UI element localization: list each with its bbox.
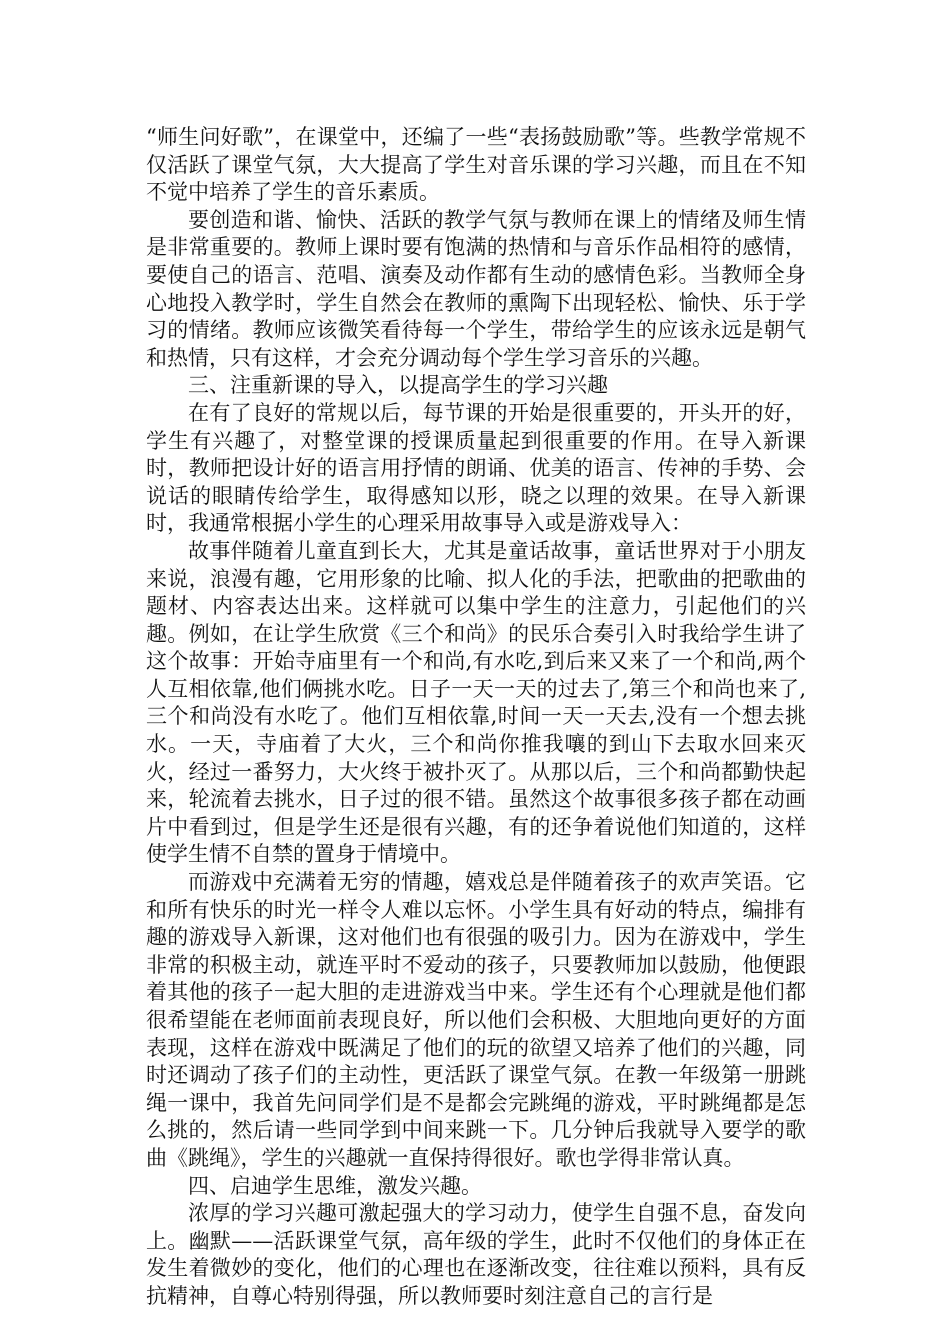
paragraph-1: “师生问好歌”，在课堂中，还编了一些“表扬鼓励歌”等。些教学常规不仅活跃了课堂气氛，大大提高了学生对音乐课的学习兴趣，而且在不知不觉中培养了学生的音乐素质。	[146, 125, 806, 205]
section-heading-4: 四、启迪学生思维，激发兴趣。	[188, 1173, 482, 1198]
section-heading-3: 三、注重新课的导入，以提高学生的学习兴趣	[188, 373, 608, 398]
paragraph-5: 故事伴随着儿童直到长大，尤其是童话故事，童话世界对于小朋友来说，浪漫有趣，它用形象的比喻、拟人化的手法，把歌曲的把歌曲的题材、内容表达出来。这样就可以集中学生的注意力，引起他们的兴趣。例如，在让学生欣赏《三个和尚》的民乐合奏引入时我给学生讲了这个故事：开始寺庙里有一个和尚,有水吃,到后来又来了一个和尚,两个人互相依靠,他们俩挑水吃。日子一天一天的过去了,第三个和尚也来了,三个和尚没有水吃了。他们互相依靠,时间一天一天去,没有一个想去挑水。一天，寺庙着了大火，三个和尚你推我嚷的到山下去取水回来灭火，经过一番努力，大火终于被扑灭了。从那以后，三个和尚都勤快起来，轮流着去挑水，日子过的很不错。虽然这个故事很多孩子都在动画片中看到过，但是学生还是很有兴趣，有的还争着说他们知道的，这样使学生情不自禁的置身于情境中。	[146, 538, 806, 867]
document-page	[146, 124, 806, 1311]
paragraph-6: 而游戏中充满着无穷的情趣，嬉戏总是伴随着孩子的欢声笑语。它和所有快乐的时光一样令人难以忘怀。小学生具有好动的特点，编排有趣的游戏导入新课，这对他们也有很强的吸引力。因为在游戏中，学生非常的积极主动，就连平时不爱动的孩子，只要教师加以鼓励，他便跟着其他的孩子一起大胆的走进游戏当中来。学生还有个心理就是他们都很希望能在老师面前表现良好，所以他们会积极、大胆地向更好的方面表现，这样在游戏中既满足了他们的玩的欲望又培养了他们的兴趣，同时还调动了孩子们的主动性，更活跃了课堂气氛。在教一年级第一册跳绳一课中，我首先问同学们是不是都会完跳绳的游戏，平时跳绳都是怎么挑的，然后请一些同学到中间来跳一下。几分钟后我就导入要学的歌曲《跳绳》，学生的兴趣就一直保持得很好。歌也学得非常认真。	[146, 870, 806, 1170]
paragraph-8: 浓厚的学习兴趣可激起强大的学习动力，使学生自强不息，奋发向上。幽默——活跃课堂气氛，高年级的学生，此时不仅他们的身体正在发生着微妙的变化，他们的心理也在逐渐改变，往往难以预料，具有反抗精神，自尊心特别得强，所以教师要时刻注意自己的言行是	[146, 1201, 806, 1308]
paragraph-2: 要创造和谐、愉快、活跃的教学气氛与教师在课上的情绪及师生情是非常重要的。教师上课时要有饱满的热情和与音乐作品相符的感情，要使自己的语言、范唱、演奏及动作都有生动的感情色彩。当教师全身心地投入教学时，学生自然会在教师的熏陶下出现轻松、愉快、乐于学习的情绪。教师应该微笑看待每一个学生，带给学生的应该永远是朝气和热情，只有这样，才会充分调动每个学生学习音乐的兴趣。	[146, 207, 806, 370]
paragraph-4: 在有了良好的常规以后，每节课的开始是很重要的，开头开的好，学生有兴趣了，对整堂课的授课质量起到很重要的作用。在导入新课时，教师把设计好的语言用抒情的朗诵、优美的语言、传神的手势、会说话的眼睛传给学生，取得感知以形，晓之以理的效果。在导入新课时，我通常根据小学生的心理采用故事导入或是游戏导入：	[146, 400, 806, 536]
